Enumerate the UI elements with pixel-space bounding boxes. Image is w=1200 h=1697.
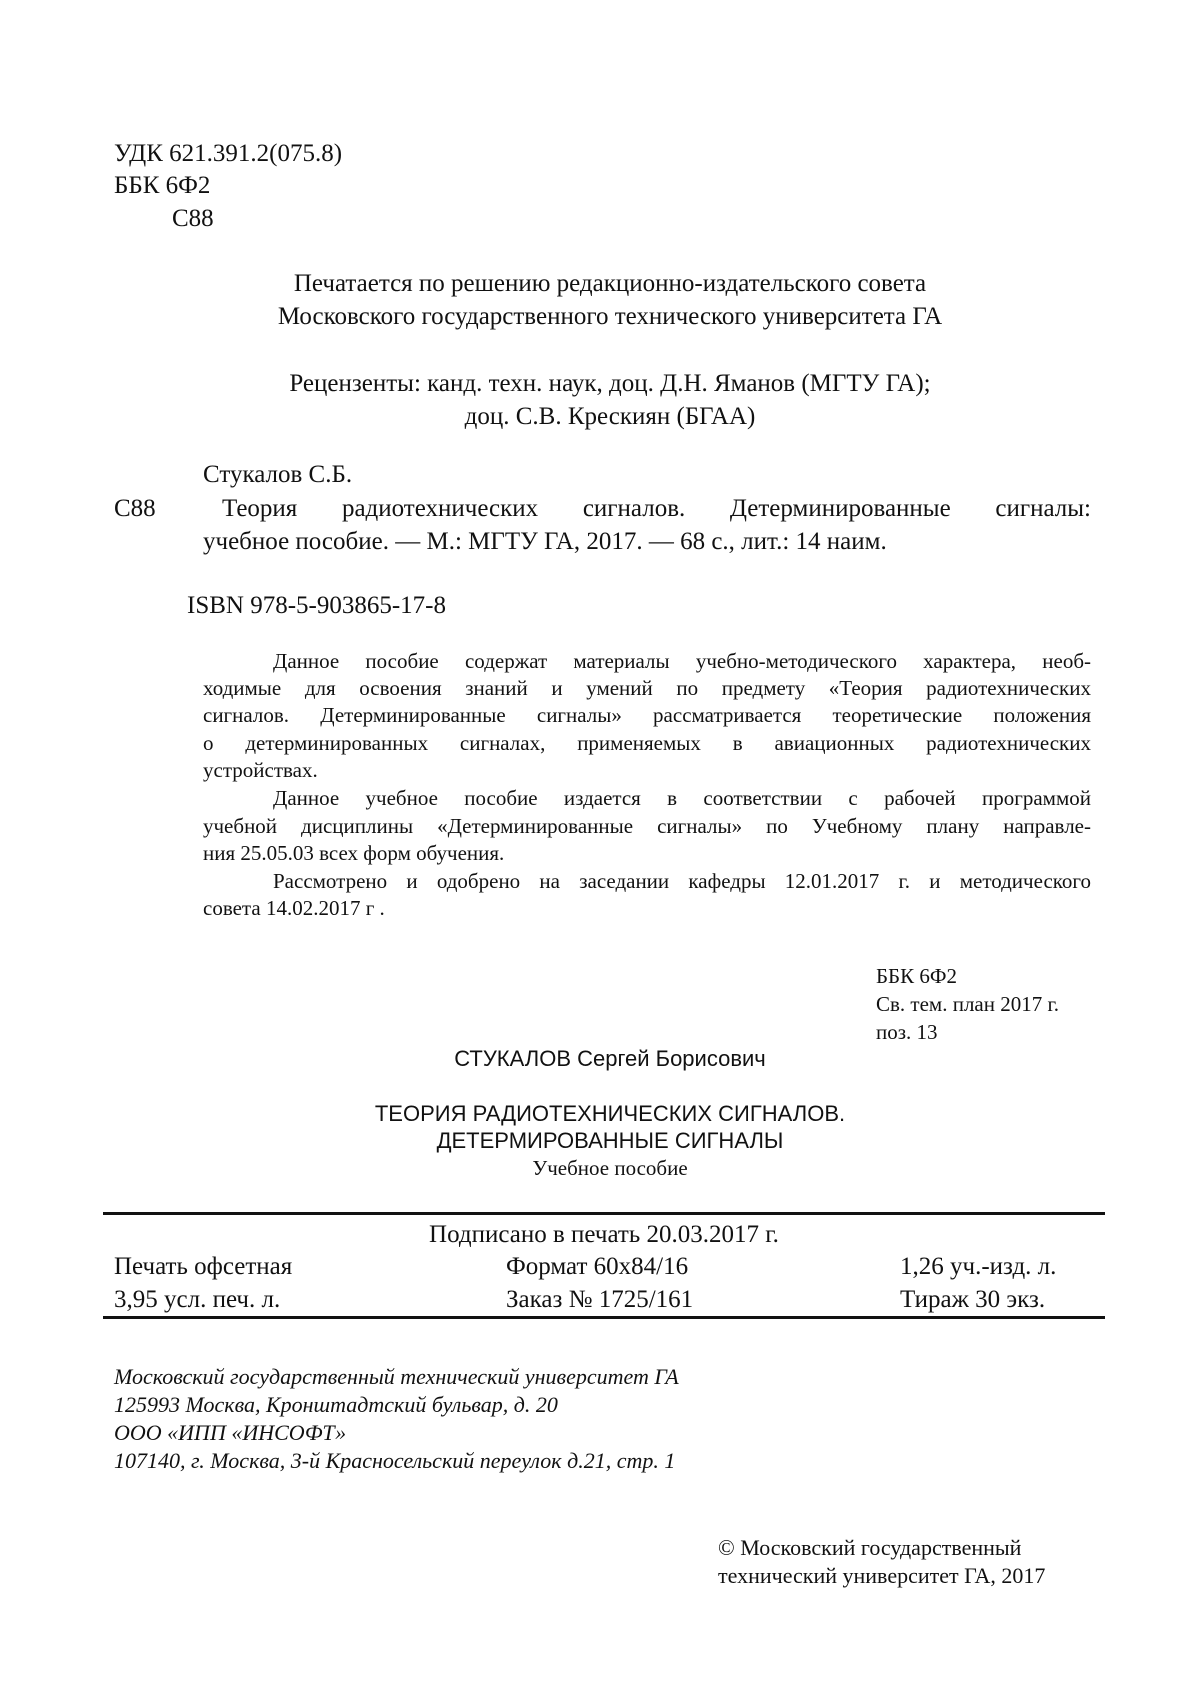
annotation-line-6: Данное учебное пособие издается в соответствии с рабочей программой bbox=[273, 785, 1091, 811]
print-circulation: Тираж 30 экз. bbox=[900, 1284, 1045, 1316]
print-format: Формат 60х84/16 bbox=[506, 1251, 688, 1283]
address-university-street: 125993 Москва, Кронштадтский бульвар, д. 20 bbox=[114, 1391, 558, 1418]
bibliographic-code: С88 bbox=[114, 493, 156, 525]
print-signed-date: Подписано в печать 20.03.2017 г. bbox=[103, 1219, 1105, 1251]
imprint-subtitle: Учебное пособие bbox=[114, 1155, 1106, 1181]
address-printer-street: 107140, г. Москва, 3-й Красносельский переулок д.21, стр. 1 bbox=[114, 1447, 675, 1474]
print-order-number: Заказ № 1725/161 bbox=[506, 1284, 693, 1316]
annotation-line-2: ходимые для освоения знаний и умений по предмету «Теория радиотехнических bbox=[203, 675, 1091, 701]
plan-year: Св. тем. план 2017 г. bbox=[876, 991, 1059, 1017]
address-university: Московский государственный технический университет ГА bbox=[114, 1363, 679, 1390]
publisher-decision-line-2: Московского государственного технического университета ГА bbox=[114, 301, 1106, 333]
print-info-top-rule bbox=[103, 1212, 1105, 1215]
annotation-line-9: Рассмотрено и одобрено на заседании кафедры 12.01.2017 г. и методического bbox=[273, 868, 1091, 894]
bibliographic-title-line-1: Теория радиотехнических сигналов. Детерминированные сигналы: bbox=[222, 493, 1091, 525]
annotation-line-7: учебной дисциплины «Детерминированные сигналы» по Учебному плану направле- bbox=[203, 813, 1091, 839]
plan-bbk: ББК 6Ф2 bbox=[876, 963, 957, 989]
imprint-title-line-2: ДЕТЕРМИРОВАННЫЕ СИГНАЛЫ bbox=[114, 1127, 1106, 1154]
reviewers-line-2: доц. С.В. Крескиян (БГАА) bbox=[114, 401, 1106, 433]
isbn: ISBN 978-5-903865-17-8 bbox=[187, 590, 446, 622]
author-code: С88 bbox=[172, 203, 214, 235]
copyright-line-1: © Московский государственный bbox=[718, 1534, 1021, 1561]
annotation-line-1: Данное пособие содержат материалы учебно-методического характера, необ- bbox=[273, 648, 1091, 674]
print-printed-sheets: 3,95 усл. печ. л. bbox=[114, 1284, 280, 1316]
print-publisher-sheets: 1,26 уч.-изд. л. bbox=[900, 1251, 1056, 1283]
bbk-code: ББК 6Ф2 bbox=[114, 170, 210, 202]
print-type: Печать офсетная bbox=[114, 1251, 292, 1283]
copyright-line-2: технический университет ГА, 2017 bbox=[718, 1562, 1045, 1589]
annotation-line-4: о детерминированных сигналах, применяемых в авиационных радиотехнических bbox=[203, 730, 1091, 756]
address-printer: ООО «ИПП «ИНСОФТ» bbox=[114, 1419, 346, 1446]
annotation-line-3: сигналов. Детерминированные сигналы» рассматривается теоретические положения bbox=[203, 702, 1091, 728]
annotation-line-5: устройствах. bbox=[203, 757, 318, 783]
bibliographic-title-line-2: учебное пособие. — М.: МГТУ ГА, 2017. — 68 с., лит.: 14 наим. bbox=[203, 526, 887, 558]
plan-position: поз. 13 bbox=[876, 1019, 938, 1045]
udk-code: УДК 621.391.2(075.8) bbox=[114, 138, 342, 170]
publisher-decision-line-1: Печатается по решению редакционно-издательского совета bbox=[114, 268, 1106, 300]
bibliographic-author: Стукалов С.Б. bbox=[203, 459, 352, 491]
print-info-bottom-rule bbox=[103, 1316, 1105, 1319]
imprint-author: СТУКАЛОВ Сергей Борисович bbox=[114, 1045, 1106, 1072]
imprint-title-line-1: ТЕОРИЯ РАДИОТЕХНИЧЕСКИХ СИГНАЛОВ. bbox=[114, 1100, 1106, 1127]
annotation-line-8: ния 25.05.03 всех форм обучения. bbox=[203, 840, 504, 866]
annotation-line-10: совета 14.02.2017 г . bbox=[203, 895, 385, 921]
reviewers-line-1: Рецензенты: канд. техн. наук, доц. Д.Н. Яманов (МГТУ ГА); bbox=[114, 368, 1106, 400]
